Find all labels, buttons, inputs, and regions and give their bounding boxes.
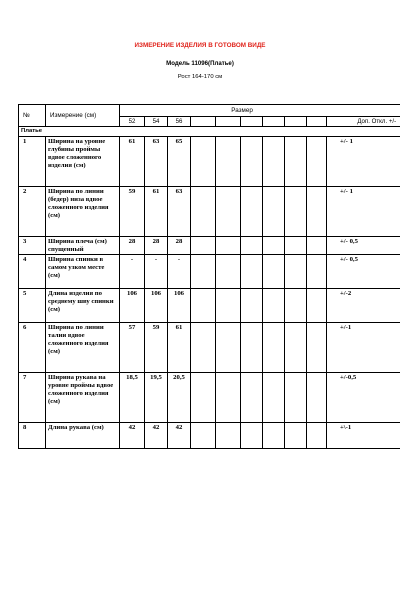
row-tolerance: +/-2 xyxy=(327,289,400,323)
row-number: 4 xyxy=(19,255,46,289)
header-tolerance: Доп. Откл. +/- xyxy=(327,117,400,127)
table-row xyxy=(19,255,400,289)
empty-cell xyxy=(241,323,263,373)
size-54: 54 xyxy=(145,117,168,127)
empty-cell xyxy=(216,137,241,187)
row-tolerance: +/- 0,5 xyxy=(327,255,400,289)
empty-cell xyxy=(191,373,216,423)
empty-cell xyxy=(191,289,216,323)
row-value-56: - xyxy=(168,255,191,289)
empty-cell xyxy=(191,323,216,373)
row-value-54: 106 xyxy=(145,289,168,323)
empty-cell xyxy=(216,187,241,237)
empty-cell xyxy=(263,237,285,255)
row-value-56: 106 xyxy=(168,289,191,323)
empty-cell xyxy=(216,289,241,323)
row-measurement-name: Ширина спинки в самом узком месте (см) xyxy=(46,255,120,289)
empty-cell xyxy=(307,187,327,237)
row-value-56: 63 xyxy=(168,187,191,237)
empty-cell xyxy=(191,137,216,187)
row-value-56: 61 xyxy=(168,323,191,373)
row-value-52: - xyxy=(120,255,145,289)
empty-cell xyxy=(263,373,285,423)
row-measurement-name: Длина изделия по среднему шву спинки (см) xyxy=(46,289,120,323)
row-measurement-name: Длина рукава (см) xyxy=(46,423,120,449)
measurement-table xyxy=(18,104,400,449)
empty-cell xyxy=(191,423,216,449)
row-value-54: - xyxy=(145,255,168,289)
empty-cell xyxy=(241,373,263,423)
row-number: 6 xyxy=(19,323,46,373)
table-header-row xyxy=(19,105,400,117)
empty-cell xyxy=(307,255,327,289)
empty-cell xyxy=(307,289,327,323)
empty-cell xyxy=(263,289,285,323)
row-value-54: 59 xyxy=(145,323,168,373)
empty-cell xyxy=(263,137,285,187)
row-tolerance: +/-1 xyxy=(327,323,400,373)
empty-cell xyxy=(263,423,285,449)
table-row xyxy=(19,137,400,187)
row-number: 2 xyxy=(19,187,46,237)
row-number: 8 xyxy=(19,423,46,449)
model-label: Модель 11096(Платье) xyxy=(166,60,234,67)
row-value-56: 42 xyxy=(168,423,191,449)
empty-cell xyxy=(307,137,327,187)
row-measurement-name: Ширина плеча (см) спущенный xyxy=(46,237,120,255)
empty-cell xyxy=(307,373,327,423)
row-measurement-name: Ширина на уровне глубины проймы вдвое сложенного изделия (см) xyxy=(46,137,120,187)
row-value-52: 57 xyxy=(120,323,145,373)
empty-cell xyxy=(285,423,307,449)
section-row xyxy=(19,127,400,137)
empty-cell xyxy=(307,323,327,373)
row-tolerance: +/- 1 xyxy=(327,187,400,237)
empty-cell xyxy=(241,255,263,289)
row-value-52: 61 xyxy=(120,137,145,187)
row-value-54: 28 xyxy=(145,237,168,255)
row-value-56: 20,5 xyxy=(168,373,191,423)
empty-cell xyxy=(263,323,285,373)
row-measurement-name: Ширина рукава на уровне проймы вдвое сложенного изделия (см) xyxy=(46,373,120,423)
row-value-54: 42 xyxy=(145,423,168,449)
empty-cell xyxy=(241,289,263,323)
empty-cell xyxy=(216,255,241,289)
empty-cell xyxy=(191,237,216,255)
empty-cell xyxy=(216,423,241,449)
row-number: 5 xyxy=(19,289,46,323)
header-measurement: Измерение (см) xyxy=(46,105,120,127)
empty-cell xyxy=(307,423,327,449)
row-value-54: 61 xyxy=(145,187,168,237)
empty-cell xyxy=(191,187,216,237)
empty-cell xyxy=(216,237,241,255)
row-value-54: 63 xyxy=(145,137,168,187)
header-size: Размер xyxy=(120,105,400,117)
size-56: 56 xyxy=(168,117,191,127)
row-tolerance: +\-1 xyxy=(327,423,400,449)
empty-cell xyxy=(263,255,285,289)
empty-cell xyxy=(191,255,216,289)
empty-cell xyxy=(285,323,307,373)
table-row xyxy=(19,373,400,423)
row-number: 3 xyxy=(19,237,46,255)
row-value-54: 19,5 xyxy=(145,373,168,423)
empty-cell xyxy=(307,237,327,255)
empty-cell xyxy=(216,323,241,373)
table-row xyxy=(19,423,400,449)
row-value-52: 106 xyxy=(120,289,145,323)
table-row xyxy=(19,187,400,237)
row-number: 1 xyxy=(19,137,46,187)
row-measurement-name: Ширина по линии талии вдвое сложенного изделия (см) xyxy=(46,323,120,373)
row-tolerance: +/- 1 xyxy=(327,137,400,187)
empty-cell xyxy=(285,373,307,423)
document-title: ИЗМЕРЕНИЕ ИЗДЕЛИЯ В ГОТОВОМ ВИДЕ xyxy=(134,42,266,49)
empty-cell xyxy=(241,423,263,449)
empty-cell xyxy=(241,187,263,237)
empty-cell xyxy=(285,255,307,289)
row-tolerance: +/- 0,5 xyxy=(327,237,400,255)
empty-cell xyxy=(241,237,263,255)
row-tolerance: +/-0,5 xyxy=(327,373,400,423)
table-row xyxy=(19,237,400,255)
row-value-52: 28 xyxy=(120,237,145,255)
empty-cell xyxy=(285,137,307,187)
empty-cell xyxy=(285,237,307,255)
row-value-52: 42 xyxy=(120,423,145,449)
empty-cell xyxy=(241,137,263,187)
row-value-56: 28 xyxy=(168,237,191,255)
empty-cell xyxy=(263,187,285,237)
size-52: 52 xyxy=(120,117,145,127)
table-row xyxy=(19,323,400,373)
row-measurement-name: Ширина по линии (бедер) низа вдвое сложенного изделия (см) xyxy=(46,187,120,237)
empty-cell xyxy=(285,187,307,237)
height-label: Рост 164-170 см xyxy=(177,74,223,80)
header-number: № xyxy=(19,105,46,127)
row-number: 7 xyxy=(19,373,46,423)
row-value-56: 65 xyxy=(168,137,191,187)
section-label: Платье xyxy=(19,127,400,137)
empty-cell xyxy=(216,373,241,423)
row-value-52: 59 xyxy=(120,187,145,237)
row-value-52: 18,5 xyxy=(120,373,145,423)
table-row xyxy=(19,289,400,323)
empty-cell xyxy=(285,289,307,323)
